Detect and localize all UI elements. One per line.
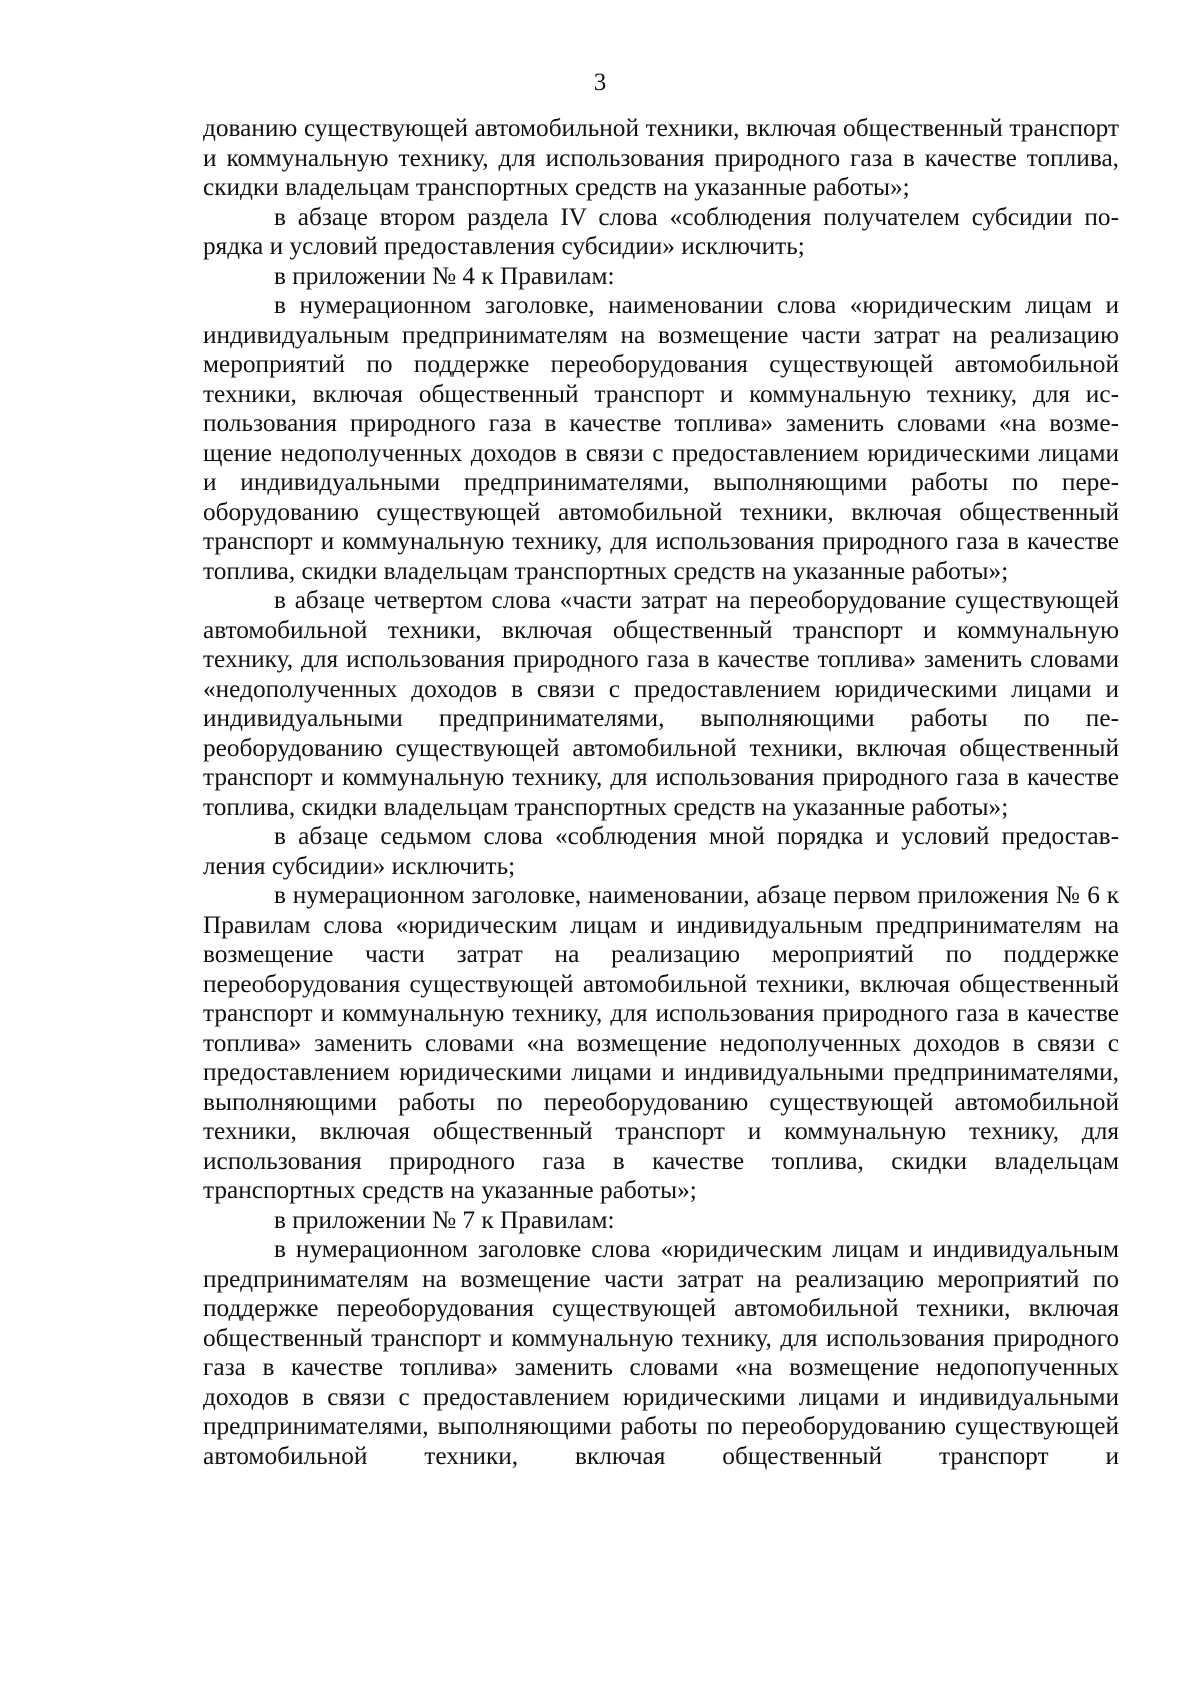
paragraph-appendix-7-title: в нумерационном заголовке слова «юридическим лицам и индивидуальным предпринимателям на возмещение части затрат на реализацию мероприятий по поддержке переоборудования существующей автомобильной техники, включая общественный транспорт и коммунальную технику, для использования природного газа в качестве топлива» заменить словами «на возмещение недопопученных доходов в связи с предоставлением юридическими лицами и индивидуальными предпринимателями, выполняющими работы по переоборудованию существующей автомобильной техники, включая общественный транспорт и: [203, 1235, 1119, 1470]
paragraph-appendix-4-title: в нумерационном заголовке, наименовании слова «юридическим лицам и индивидуальным предпринимателям на возмещение части затрат на реализацию мероприятий по поддержке переоборудования существующей автомобильной техники, включая общественный транспорт и коммунальную технику, для использования природного газа в качестве топлива» заменить словами «на возмещение недополученных доходов в связи с предоставлением юридическими лицами и индивидуальными предпринимателями, выполняющими работы по переоборудованию существующей автомобильной техники, включая общественный транспорт и коммунальную технику, для использования природного газа в качестве топлива, скидки владельцам транспортных средств на указанные работы»;: [203, 291, 1119, 585]
paragraph-appendix-6: в нумерационном заголовке, наименовании, абзаце первом приложения № 6 к Правилам слова «юридическим лицам и индивидуальным предпринимателям на возмещение части затрат на реализацию мероприятий по поддержке переоборудования существующей автомобильной техники, включая общественный транспорт и коммунальную технику, для использования природного газа в качестве топлива» заменить словами «на возмещение недополученных доходов в связи с предоставлением юридическими лицами и индивидуальными предпринимателями, выполняющими работы по переоборудованию существующей автомобильной техники, включая общественный транспорт и коммунальную технику, для использования природного газа в качестве топлива, скидки владельцам транспортных средств на указанные работы»;: [203, 881, 1119, 1204]
paragraph-continued: дованию существующей автомобильной техники, включая общественный транспорт и коммунальную технику, для использования природного газа в качестве топлива, скидки владельцам транспортных средств на указанные работы»;: [203, 114, 1119, 201]
page-number: 3: [593, 69, 607, 96]
paragraph-appendix-4-heading: в приложении № 4 к Правилам:: [274, 261, 615, 290]
document-body: [203, 114, 1119, 1471]
paragraph-section-iv: в абзаце втором раздела IV слова «соблюдения получателем субсидии порядка и условий предоставления субсидии» исключить;: [203, 202, 1119, 260]
paragraph-appendix-4-abzac-7: в абзаце седьмом слова «соблюдения мной порядка и условий предоставления субсидии» исключить;: [203, 822, 1119, 880]
paragraph-appendix-4-abzac-4: в абзаце четвертом слова «части затрат на переоборудование существующей автомобильной техники, включая общественный транспорт и коммунальную технику, для использования природного газа в качестве топлива» заменить словами «недополученных доходов в связи с предоставлением юридическими лицами и индивидуальными предпринимателями, выполняющими работы по переоборудованию существующей автомобильной техники, включая общественный транспорт и коммунальную технику, для использования природного газа в качестве топлива, скидки владельцам транспортных средств на указанные работы»;: [203, 586, 1119, 821]
paragraph-appendix-7-heading: в приложении № 7 к Правилам:: [274, 1205, 615, 1234]
